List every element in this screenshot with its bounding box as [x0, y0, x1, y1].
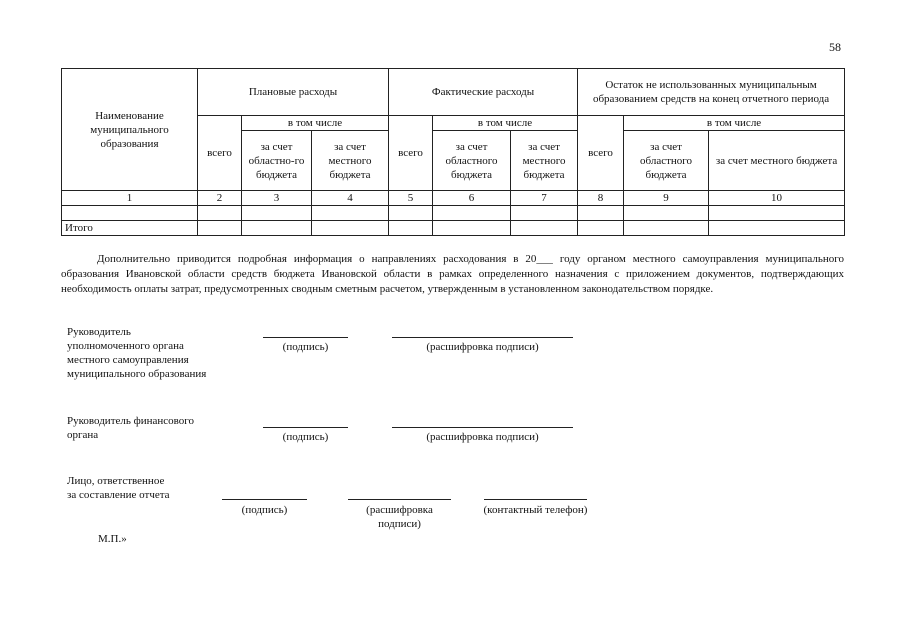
stamp-place: М.П.»: [98, 533, 127, 545]
info-paragraph-text: Дополнительно приводится подробная информация о направлениях расходования в 20___ году органом местного самоуправления муниципального образования Ивановской области средств бюджета Ивановской области в рамках определенного назначения с приложением документов, подтверждающих необходимость оплаты затрат, предусмотренных сводным сметным расчетом, утвержденным в установленном законодательством порядке.: [61, 253, 844, 295]
header-remainder-local: за счет местного бюджета: [709, 131, 845, 191]
column-number: 5: [389, 191, 433, 206]
header-actual-local: за счет местного бюджета: [511, 131, 578, 191]
report-table: [61, 68, 845, 236]
info-paragraph: [61, 252, 844, 297]
total-row: [62, 221, 845, 236]
signature-decoding-line[interactable]: [392, 427, 573, 428]
column-number: 3: [242, 191, 312, 206]
column-number: 9: [624, 191, 709, 206]
column-number: 6: [433, 191, 511, 206]
header-actual-expenses: Фактические расходы: [389, 69, 578, 116]
column-number: 1: [62, 191, 198, 206]
signature-caption: (подпись): [241, 504, 288, 516]
column-number: 7: [511, 191, 578, 206]
header-planned-total: всего: [198, 116, 242, 191]
column-number: 4: [312, 191, 389, 206]
column-number: 10: [709, 191, 845, 206]
contact-phone-caption: (контактный телефон): [483, 504, 588, 516]
signature-line[interactable]: [263, 427, 348, 428]
column-number: 2: [198, 191, 242, 206]
header-actual-total: всего: [389, 116, 433, 191]
header-actual-including: в том числе: [433, 116, 578, 131]
header-remainder-total: всего: [578, 116, 624, 191]
signature-caption: (подпись): [282, 341, 329, 353]
signature-decoding-caption: (расшифровка подписи): [366, 504, 433, 530]
signature-line[interactable]: [222, 499, 307, 500]
signature-line[interactable]: [263, 337, 348, 338]
header-remainder-regional: за счет областного бюджета: [624, 131, 709, 191]
signature-label-head-municipal: Руководитель уполномоченного органа местного самоуправления муниципального образования: [67, 326, 207, 380]
page-number: 58: [829, 40, 841, 54]
empty-data-row: [62, 206, 845, 221]
column-number: 8: [578, 191, 624, 206]
header-remainder-including: в том числе: [624, 116, 845, 131]
signature-label-responsible: Лицо, ответственное за составление отчета: [67, 475, 170, 501]
header-municipality-name: Наименование муниципального образования: [62, 69, 198, 191]
signature-caption: (подпись): [282, 431, 329, 443]
header-unused-remainder: Остаток не использованных муниципальным образованием средств на конец отчетного периода: [578, 69, 845, 116]
signature-decoding-line[interactable]: [348, 499, 451, 500]
signature-decoding-caption: (расшифровка подписи): [426, 431, 539, 443]
signature-label-head-finance: Руководитель финансового органа: [67, 415, 195, 441]
header-actual-regional: за счет областного бюджета: [433, 131, 511, 191]
header-planned-expenses: Плановые расходы: [198, 69, 389, 116]
header-planned-including: в том числе: [242, 116, 389, 131]
header-planned-local: за счет местного бюджета: [312, 131, 389, 191]
header-planned-regional: за счет областно-го бюджета: [242, 131, 312, 191]
signature-decoding-line[interactable]: [392, 337, 573, 338]
total-row-label: Итого: [62, 221, 198, 236]
signature-decoding-caption: (расшифровка подписи): [426, 341, 539, 353]
contact-phone-line[interactable]: [484, 499, 587, 500]
